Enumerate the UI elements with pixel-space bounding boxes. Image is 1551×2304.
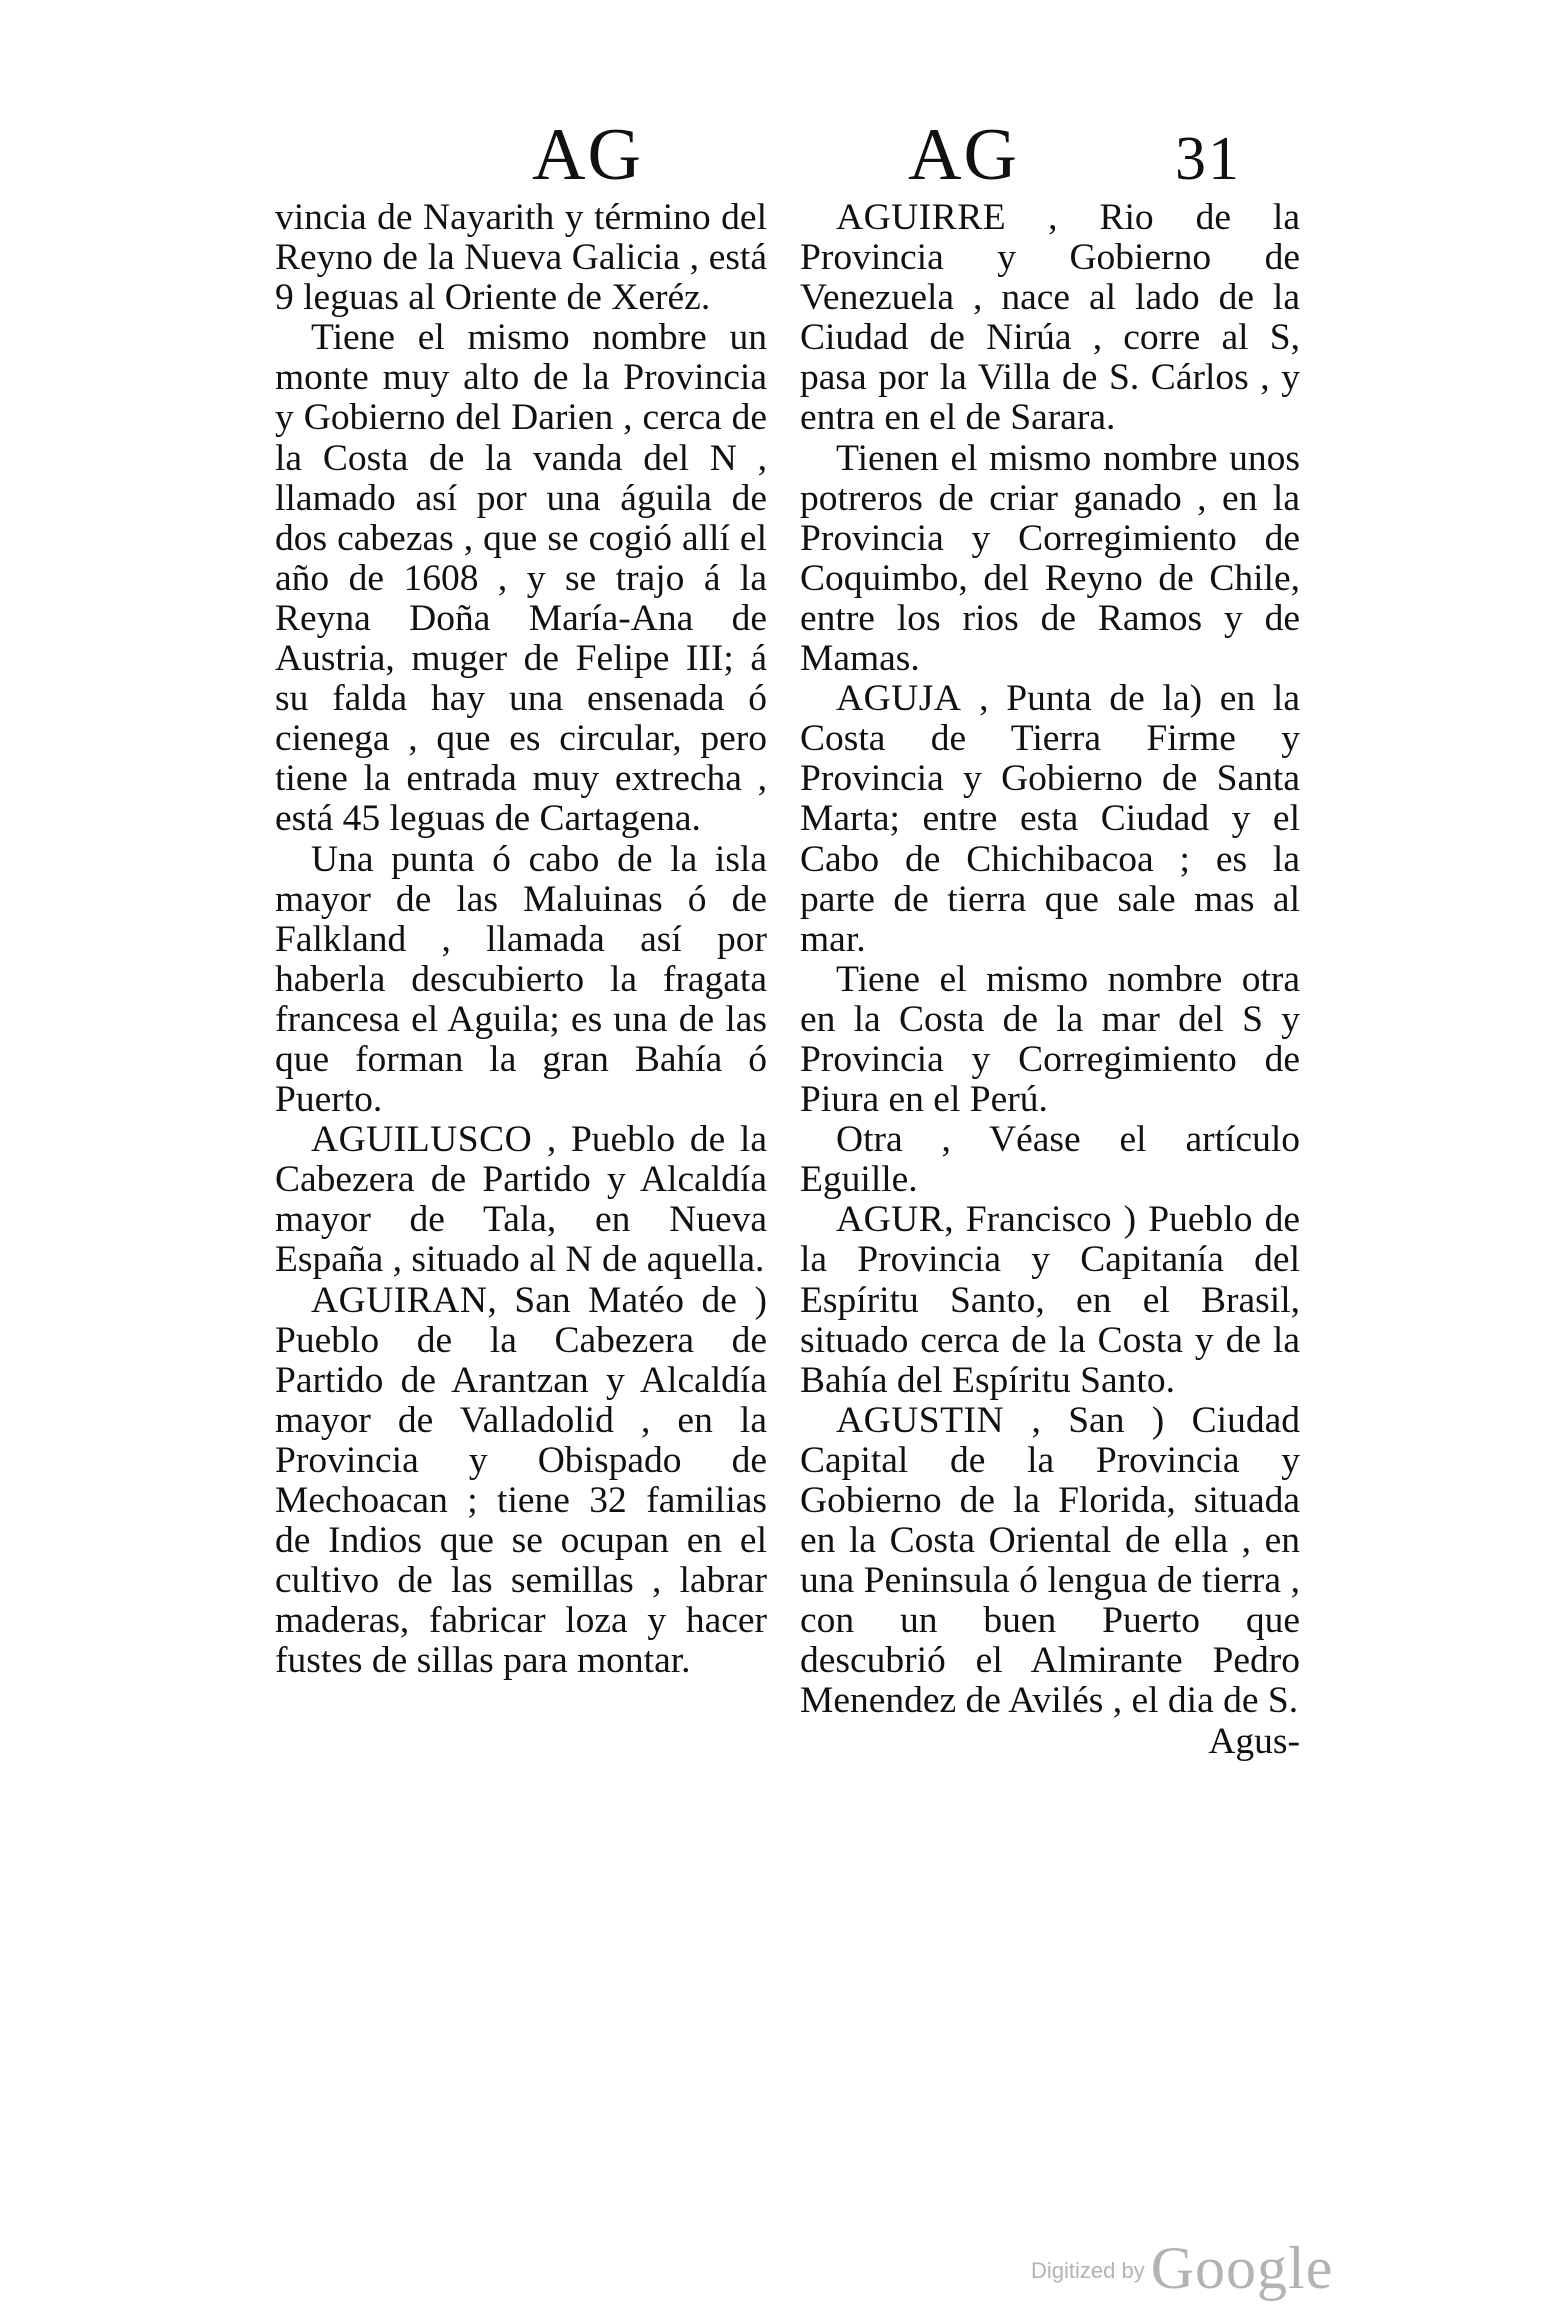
entry-headword: AGUSTIN [836, 1399, 1005, 1441]
entry-text: Tiene el mismo nombre otra en la Costa de la mar del S y Provincia y Corregimiento de Piura en el Perú. [800, 958, 1300, 1121]
entry-text: , Pueblo de la Cabezera de Partido y Alcaldía mayor de Tala, en Nueva España , situado al N de aquella. [275, 1119, 767, 1281]
page-number: 31 [1175, 125, 1241, 193]
entry-text: vincia de Nayarith y término del Reyno de la Nueva Galicia , está 9 leguas al Oriente de Xeréz. [275, 197, 767, 319]
entry-text: Otra , Véase el artículo Eguille. [800, 1119, 1300, 1201]
entry-text: , San ) Ciudad Capital de la Provincia y Gobierno de la Florida, situada en la Costa Oriental de ella , en una Peninsula ó lengua de tierra , con un buen Puerto que descubrió el Almirante Pedro Menendez de Avilés , el dia de S. [800, 1399, 1300, 1722]
running-head-left: AG [532, 114, 643, 196]
entry-text: , Rio de la Provincia y Gobierno de Venezuela , nace al lado de la Ciudad de Nirúa , corre al S, pasa por la Villa de S. Cárlos , y entra en el de Sarara. [800, 197, 1300, 439]
entry-headword: AGUJA [836, 678, 962, 720]
digitized-watermark [1031, 2234, 1333, 2303]
entry-text: , Francisco ) Pueblo de la Provincia y Capitanía del Espíritu Santo, en el Brasil, situado cerca de la Costa y de la Bahía del Espíritu Santo. [800, 1199, 1300, 1401]
right-column [800, 198, 1300, 1762]
entry-text: , Punta de la) en la Costa de Tierra Firme y Provincia y Gobierno de Santa Marta; entre esta Ciudad y el Cabo de Chichibacoa ; es la parte de tierra que sale mas al mar. [800, 678, 1300, 960]
catchword: Agus- [1208, 1720, 1300, 1762]
entry-paragraph [800, 198, 1300, 439]
entry-headword: AGUILUSCO [311, 1119, 533, 1161]
entry-headword: AGUIRAN [311, 1279, 488, 1321]
entry-paragraph [275, 1120, 767, 1280]
running-head-right: AG [908, 114, 1019, 196]
entry-text: Tienen el mismo nombre unos potreros de criar ganado , en la Provincia y Corregimiento de Coquimbo, del Reyno de Chile, entre los rios de Ramos y de Mamas. [800, 437, 1300, 680]
left-column [275, 198, 767, 1681]
entry-paragraph [275, 1281, 767, 1682]
google-logo: Google [1150, 2235, 1334, 2301]
entry-text: Una punta ó cabo de la isla mayor de las Maluinas ó de Falkland , llamada así por haberla descubierto la fragata francesa el Aguila; es una de las que forman la gran Bahía ó Puerto. [275, 838, 767, 1121]
entry-paragraph [275, 840, 767, 1121]
entry-paragraph [800, 1200, 1300, 1400]
entry-headword: AGUR [836, 1199, 945, 1241]
entry-text: , San Matéo de ) Pueblo de la Cabezera de Partido de Arantzan y Alcaldía mayor de Valladolid , en la Provincia y Obispado de Mechoacan ; tiene 32 familias de Indios que se ocupan en el cultivo de las semillas , labrar maderas, fabricar loza y hacer fustes de sillas para montar. [275, 1279, 767, 1682]
entry-paragraph [275, 318, 767, 839]
entry-paragraph [275, 198, 767, 318]
entry-paragraph [800, 679, 1300, 960]
entry-paragraph [800, 1120, 1300, 1200]
entry-paragraph [800, 1401, 1300, 1722]
entry-paragraph [800, 439, 1300, 680]
entry-text: Tiene el mismo nombre un monte muy alto de la Provincia y Gobierno del Darien , cerca de la Costa de la vanda del N , llamado así por una águila de dos cabezas , que se cogió allí el año de 1608 , y se trajo á la Reyna Doña María-Ana de Austria, muger de Felipe III; á su falda hay una ensenada ó cienega , que es circular, pero tiene la entrada muy extrecha , está 45 leguas de Cartagena. [275, 317, 767, 840]
watermark-caption: Digitized by [1031, 2258, 1145, 2283]
entry-headword: AGUIRRE [836, 197, 1007, 238]
entry-paragraph [800, 960, 1300, 1120]
